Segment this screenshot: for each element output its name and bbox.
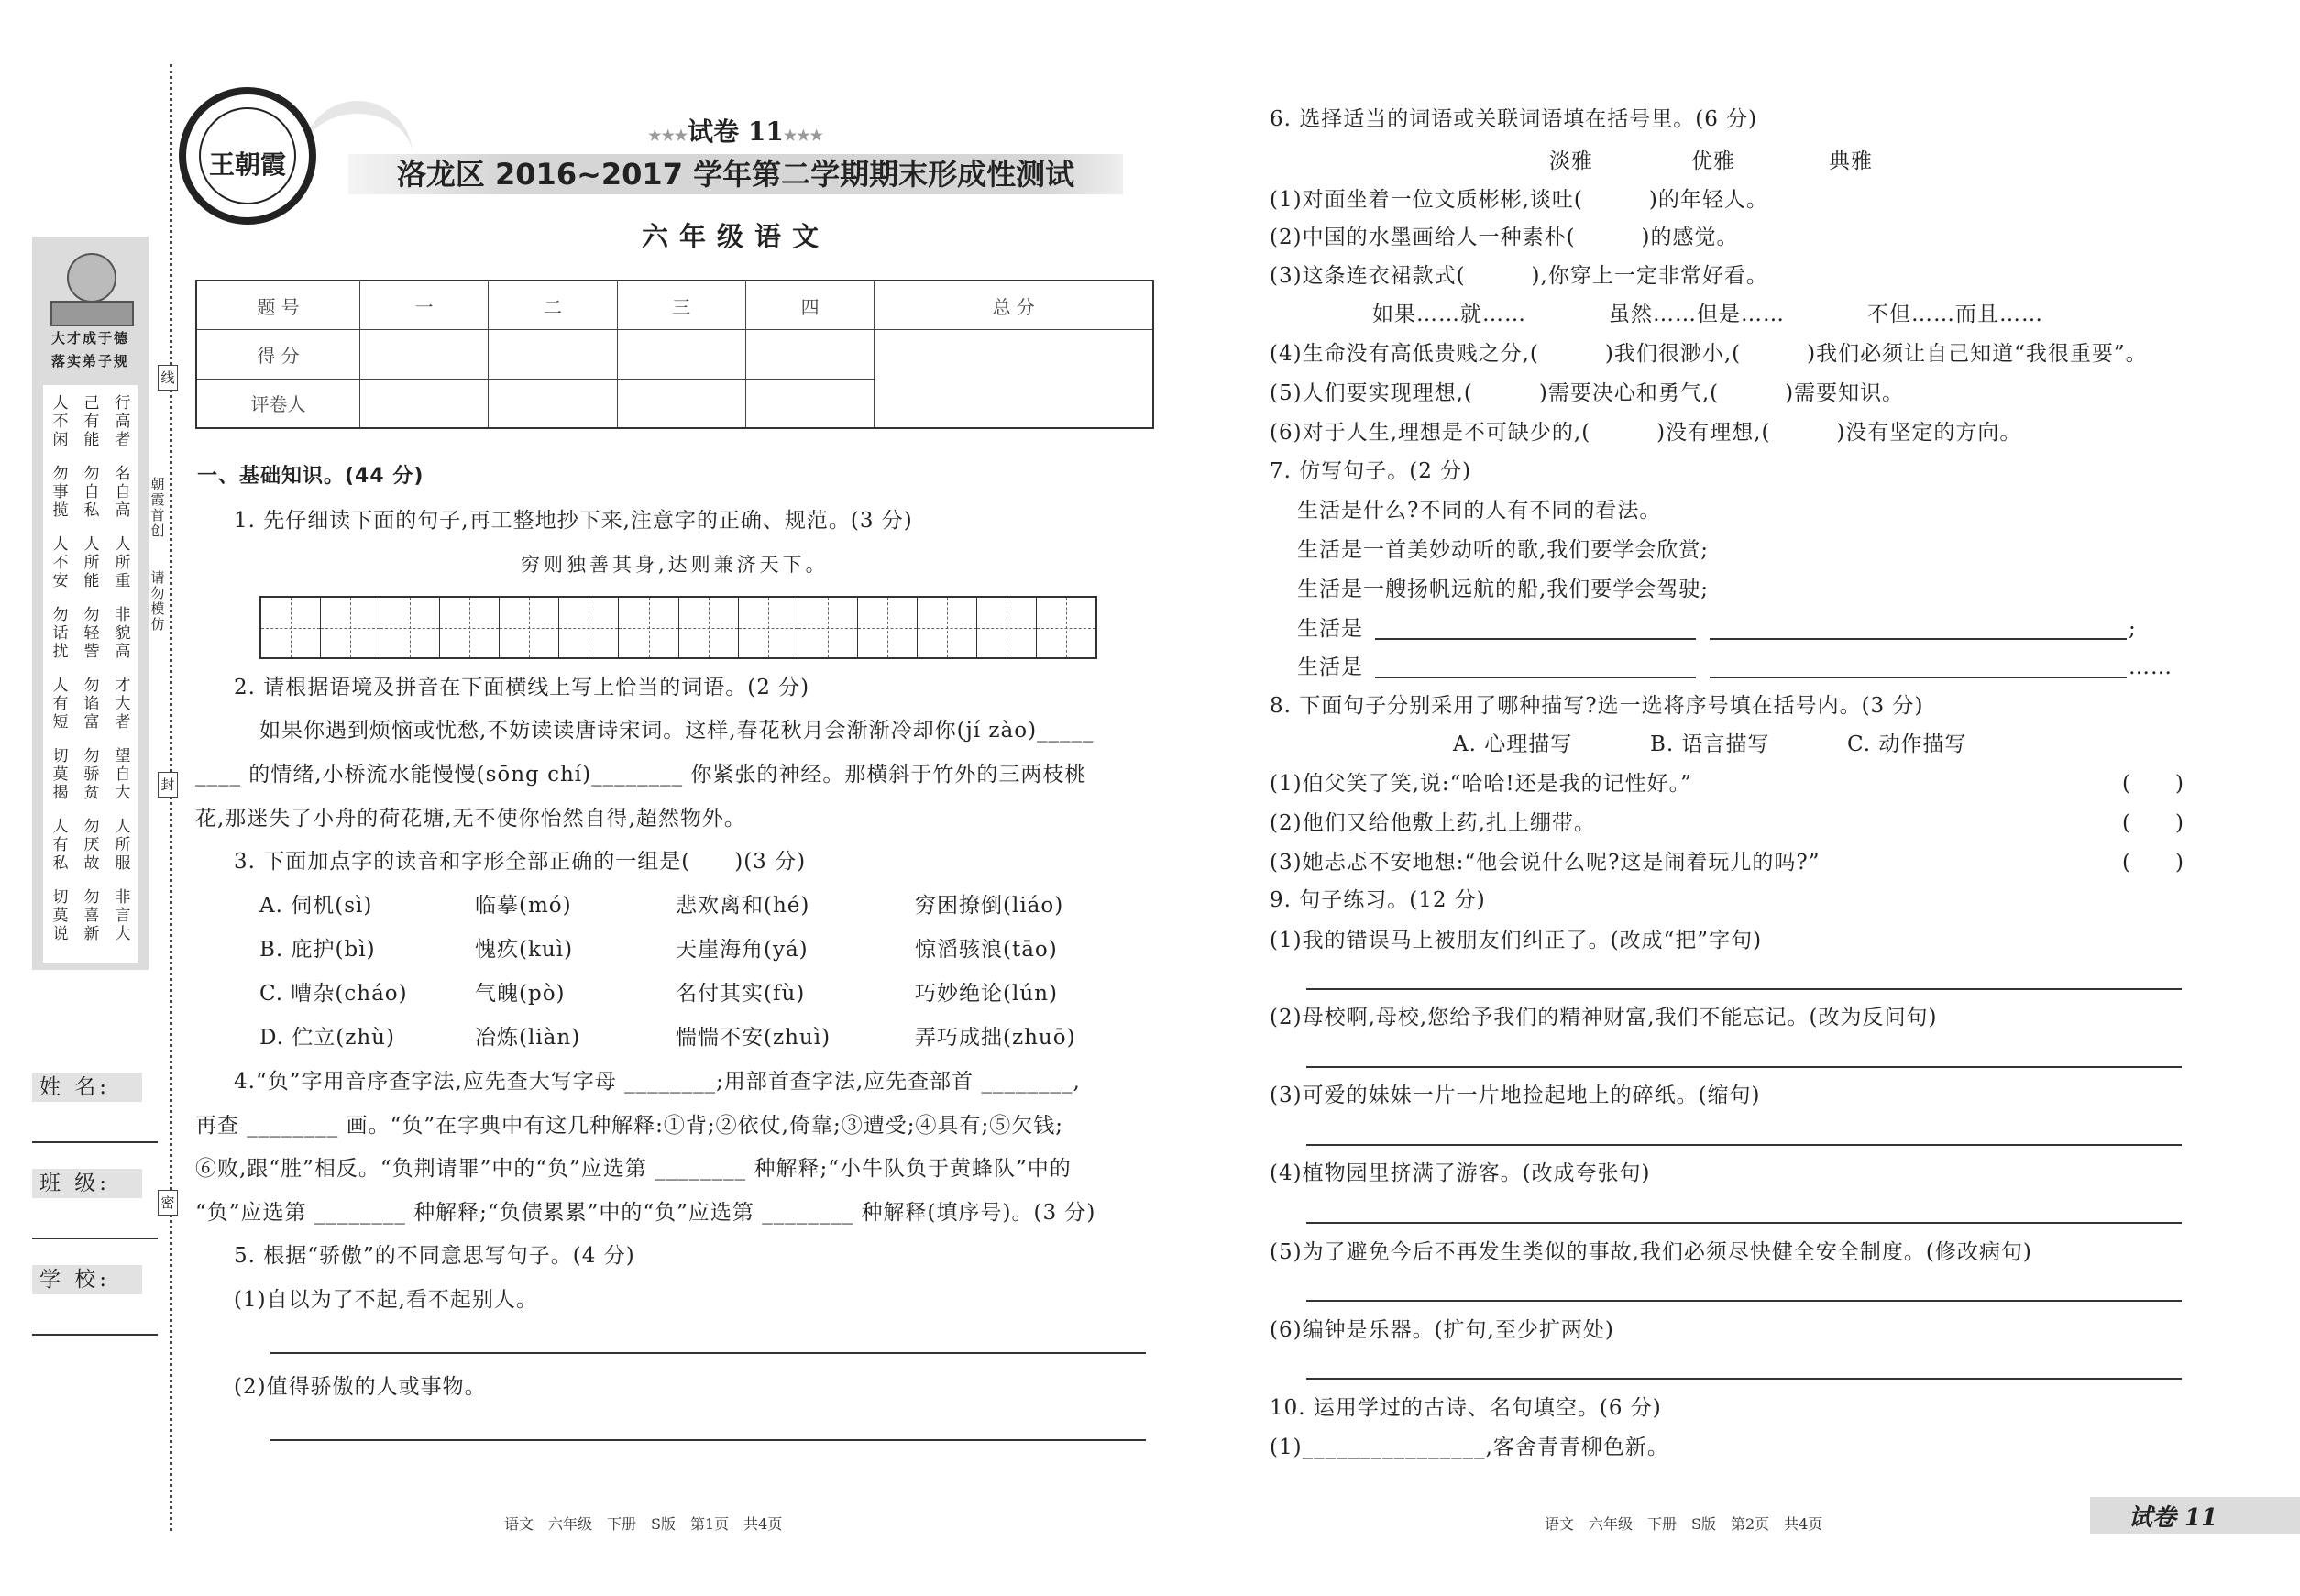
maxim-col: 人所服 [115,818,131,873]
example-line: 生活是一首美妙动听的歌,我们要学会欣赏; [1297,538,1710,562]
answer-line[interactable] [1306,1222,2182,1224]
sub-question: (6)对于人生,理想是不可缺少的,( )没有理想,( )没有坚定的方向。 [1270,421,2022,445]
question-5: 5. 根据“骄傲”的不同意思写句子。(4 分) [234,1244,635,1268]
question-4-line: “负”应选第 ________ 种解释;“负债累累”中的“负”应选第 ________ 种解释(填序号)。(3 分) [195,1201,1096,1225]
maxim-group [50,677,133,732]
option-c: C. 嘈杂(cháo) [259,982,408,1006]
binding-dotted-line [170,64,172,1531]
binding-mark-seal: 封 [158,772,178,798]
example-line: 生活是一艘扬帆远航的船,我们要学会驾驶; [1297,578,1710,601]
passage-line: 花,那迷失了小舟的荷花塘,无不使你怡然自得,超然物外。 [195,807,746,831]
maxim-group [50,818,133,873]
answer-line[interactable] [1710,638,2127,640]
maxim-col: 人不安 [52,535,69,590]
answer-line[interactable] [1306,988,2182,990]
answer-line[interactable] [1710,677,2127,678]
score-cell[interactable] [617,330,745,379]
sub-question: (3)这条连衣裙款式( ),你穿上一定非常好看。 [1270,264,1768,288]
answer-paren[interactable]: ( ) [2122,851,2184,875]
maxim-group [50,535,133,590]
example-line: 生活是什么?不同的人有不同的看法。 [1297,499,1662,523]
star-icon: ★★★ [783,127,823,144]
conjunction-choice: 虽然……但是…… [1609,303,1785,326]
header-cell: 三 [617,281,745,330]
answer-paren[interactable]: ( ) [2122,772,2184,796]
answer-line[interactable] [270,1352,1146,1354]
header-cell: 总 分 [875,281,1153,330]
grader-cell[interactable] [617,379,745,428]
table-row [196,281,1153,330]
option-d: D. 伫立(zhù) [259,1026,395,1050]
conjunction-choice: 不但……而且…… [1867,303,2043,326]
grader-cell[interactable] [489,379,617,428]
answer-paren[interactable]: ( ) [2122,811,2184,835]
brand-logo [179,87,316,225]
option-b: 惊滔骇浪(tāo) [915,938,1058,962]
maxim-col: 勿自私 [83,465,100,520]
maxim-col: 勿事揽 [52,465,69,520]
binding-mark-line: 线 [158,365,178,391]
sub-question: (2)他们又给他敷上药,扎上绷带。 [1270,811,1596,835]
sidebar-motto-panel [32,237,149,970]
answer-line[interactable] [1306,1378,2182,1380]
maxim-group [50,606,133,661]
sub-question: (1)伯父笑了笑,说:“哈哈!还是我的记性好。” [1270,772,1692,796]
option-c: 气魄(pò) [475,982,566,1006]
sub-question: (1)________________,客舍青青柳色新。 [1270,1436,1669,1459]
binding-mark-secret: 密 [158,1190,178,1216]
header-cell: 一 [360,281,489,330]
question-4-line: ⑥败,跟“胜”相反。“负荆请罪”中的“负”应选第 ________ 种解释;“小牛队负于黄蜂队”中的 [195,1157,1072,1181]
exam-subtitle: 六年级语文 [641,221,830,252]
question-3: 3. 下面加点字的读音和字形全部正确的一组是( )(3 分) [234,850,807,874]
maxim-col: 名自高 [115,465,131,520]
score-table [195,280,1154,429]
motto-line: 大才成于德 [50,330,129,347]
maxim-group [50,394,133,449]
maxim-col: 勿轻訾 [83,606,100,661]
sub-question: (2)母校啊,母校,您给予我们的精神财富,我们不能忘记。(改为反问句) [1270,1006,1938,1029]
sub-question: (5)为了避免今后不再发生类似的事故,我们必须尽快健全安全制度。(修改病句) [1270,1240,2032,1264]
header-cell: 四 [745,281,874,330]
grader-cell[interactable] [745,379,874,428]
maxim-col: 人有私 [52,818,69,873]
option-d: 冶炼(liàn) [475,1026,581,1050]
option-a: 悲欢离和(hé) [676,894,810,918]
option-b: 愧疚(kuì) [475,938,574,962]
school-field[interactable] [32,1334,158,1336]
description-option: C. 动作描写 [1847,732,1967,756]
question-8: 8. 下面句子分别采用了哪种描写?选一选将序号填在括号内。(3 分) [1270,694,1924,718]
page-footer: 语文 六年级 下册 S版 第2页 共4页 [1545,1515,1823,1533]
side-note: 请勿模仿 [150,569,165,633]
answer-line[interactable] [1375,638,1696,640]
sub-question: (3)可爱的妹妹一片一片地捡起地上的碎纸。(缩句) [1270,1084,1761,1107]
maxim-col: 己有能 [83,394,100,449]
sub-question: (2)值得骄傲的人或事物。 [234,1375,487,1399]
maxim-col: 才大者 [115,677,131,732]
paper-series [348,112,1123,149]
desk-illustration [50,301,134,326]
score-cell[interactable] [745,330,874,379]
class-label: 班 级: [32,1169,142,1198]
option-a: A. 伺机(sì) [259,894,373,918]
maxim-col: 勿话扰 [52,606,69,661]
question-4: 4.“负”字用音序查字法,应先查大写字母 ________;用部首查字法,应先查部首 ________, [234,1070,1081,1094]
sub-question: (3)她忐忑不安地想:“他会说什么呢?这是闹着玩儿的吗?” [1270,851,1821,875]
conjunction-choice: 如果……就…… [1372,303,1526,326]
answer-line[interactable] [1306,1066,2182,1068]
question-2: 2. 请根据语境及拼音在下面横线上写上恰当的词语。(2 分) [234,676,810,699]
maxim-group [50,747,133,802]
description-option: A. 心理描写 [1453,732,1573,756]
answer-line[interactable] [1306,1144,2182,1146]
maxim-col: 勿谄富 [83,677,100,732]
maxim-col: 勿喜新 [83,888,100,943]
maxim-col: 勿骄贫 [83,747,100,802]
exam-title: 洛龙区 2016~2017 学年第二学期期末形成性测试 [396,157,1075,192]
blank-prefix: 生活是 [1297,655,1363,679]
question-10: 10. 运用学过的古诗、名句填空。(6 分) [1270,1396,1662,1420]
maxim-group [50,888,133,943]
score-cell[interactable] [360,330,489,379]
blank-prefix: 生活是 [1297,617,1363,641]
paper-badge [2090,1497,2300,1534]
maxims-box [43,385,138,963]
name-label: 姓 名: [32,1073,142,1102]
student-illustration [67,253,116,303]
header-cell: 二 [489,281,617,330]
sub-question: (6)编钟是乐器。(扩句,至少扩两处) [1270,1318,1614,1342]
copy-sentence: 穷则独善其身,达则兼济天下。 [521,554,829,576]
maxim-col: 望自大 [115,747,131,802]
logo-text: 王朝霞 [208,149,286,180]
option-a: 临摹(mó) [475,894,572,918]
header-cell: 题 号 [196,281,360,330]
sub-question: (4)生命没有高低贵贱之分,( )我们很渺小,( )我们必须让自己知道“我很重要”。 [1270,342,2148,366]
school-label: 学 校: [32,1265,142,1294]
maxim-col: 非言大 [115,888,131,943]
sub-question: (1)对面坐着一位文质彬彬,谈吐( )的年轻人。 [1270,188,1768,212]
question-9: 9. 句子练习。(12 分) [1270,888,1486,912]
passage-line: ____ 的情绪,小桥流水能慢慢(sōng chí)________ 你紧张的神经。那横斜于竹外的三两枝桃 [195,763,1087,787]
answer-line[interactable] [270,1439,1146,1441]
section-heading: 一、基础知识。(44 分) [197,465,424,488]
option-d: 弄巧成拙(zhuō) [915,1026,1076,1050]
row-label: 得 分 [196,330,360,379]
maxim-col: 切莫揭 [52,747,69,802]
grader-cell[interactable] [360,379,489,428]
description-option: B. 语言描写 [1650,732,1770,756]
sub-question: (4)植物园里挤满了游客。(改成夸张句) [1270,1161,1651,1185]
option-b: B. 庇护(bì) [259,938,376,962]
word-choice: 典雅 [1829,149,1873,173]
maxim-col: 人有短 [52,677,69,732]
option-d: 惴惴不安(zhuì) [676,1026,831,1050]
score-cell[interactable] [489,330,617,379]
maxim-col: 人不闲 [52,394,69,449]
name-field[interactable] [32,1141,158,1143]
answer-line[interactable] [1306,1300,2182,1302]
passage-line: 如果你遇到烦恼或忧愁,不妨读读唐诗宋词。这样,春花秋月会渐渐冷却你(jí zào)_____ [259,719,1095,743]
question-7: 7. 仿写句子。(2 分) [1270,459,1472,483]
line-end: ; [2129,617,2137,641]
answer-line[interactable] [1375,677,1696,678]
page-footer: 语文 六年级 下册 S版 第1页 共4页 [504,1515,783,1533]
option-c: 巧妙绝论(lún) [915,982,1058,1006]
series-label: 试卷 11 [688,116,784,147]
sub-question: (2)中国的水墨画给人一种素朴( )的感觉。 [1270,226,1739,249]
row-label: 评卷人 [196,379,360,428]
table-row [196,330,1153,379]
star-icon: ★★★ [648,127,688,144]
question-1: 1. 先仔细读下面的句子,再工整地抄下来,注意字的正确、规范。(3 分) [234,509,913,533]
question-6: 6. 选择适当的词语或关联词语填在括号里。(6 分) [1270,107,1758,131]
maxim-col: 勿厌故 [83,818,100,873]
side-note: 朝霞首创 [150,476,165,539]
word-choice: 淡雅 [1549,149,1593,173]
option-a: 穷困撩倒(liáo) [915,894,1064,918]
writing-grid[interactable] [259,596,1097,659]
sub-question: (1)自以为了不起,看不起别人。 [234,1288,538,1312]
sub-question: (1)我的错误马上被朋友们纠正了。(改成“把”字句) [1270,929,1763,952]
option-c: 名付其实(fù) [676,982,806,1006]
maxim-group [50,465,133,520]
maxim-col: 非貌高 [115,606,131,661]
watermark-ring [2060,628,2300,967]
option-b: 天崖海角(yá) [676,938,809,962]
badge-label: 试卷 11 [2129,1504,2218,1532]
word-choice: 优雅 [1691,149,1735,173]
sub-question: (5)人们要实现理想,( )需要决心和勇气,( )需要知识。 [1270,381,1905,405]
question-4-line: 再查 ________ 画。“负”在字典中有这几种解释:①背;②依仗,倚靠;③遭受;④具有;⑤欠钱; [195,1114,1063,1138]
motto-line: 落实弟子规 [50,353,129,369]
maxim-col: 行高者 [115,394,131,449]
maxim-col: 切莫说 [52,888,69,943]
maxim-col: 人所重 [115,535,131,590]
total-score-cell[interactable] [875,330,1153,428]
class-field[interactable] [32,1238,158,1239]
maxim-col: 人所能 [83,535,100,590]
line-end: …… [2129,655,2173,679]
